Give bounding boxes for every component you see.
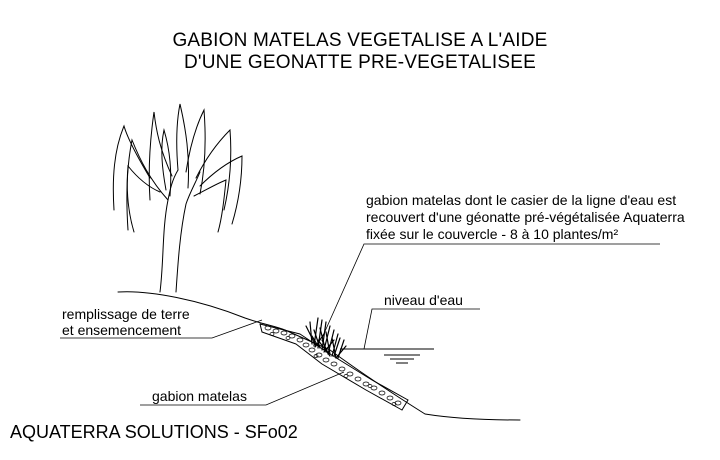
tree-icon: [113, 104, 242, 292]
leader-geonatte: [322, 244, 660, 338]
label-geonatte-3: fixée sur le couvercle - 8 à 10 plantes/m²: [366, 226, 619, 242]
water-level-symbol: [340, 349, 434, 363]
title-line-2: D'UNE GEONATTE PRE-VEGETALISEE: [183, 52, 537, 73]
label-geonatte-1: gabion matelas dont le casier de la ligne d'eau est: [366, 192, 677, 208]
label-remplissage-2: et ensemencement: [62, 322, 182, 338]
title-line-1: GABION MATELAS VEGETALISE A L'AIDE: [172, 30, 548, 51]
label-niveau-eau: niveau d'eau: [384, 292, 463, 308]
leader-niveau: [364, 309, 480, 349]
label-gabion-matelas: gabion matelas: [152, 388, 247, 404]
label-geonatte-2: recouvert d'une géonatte pré-végétalisée Aquaterra: [366, 209, 685, 225]
label-remplissage-1: remplissage de terre: [62, 306, 190, 322]
footer-company: AQUATERRA SOLUTIONS - SFo02: [10, 422, 298, 442]
gabion-stones: [265, 326, 401, 406]
gabion-mattress-bottom: [262, 332, 402, 410]
